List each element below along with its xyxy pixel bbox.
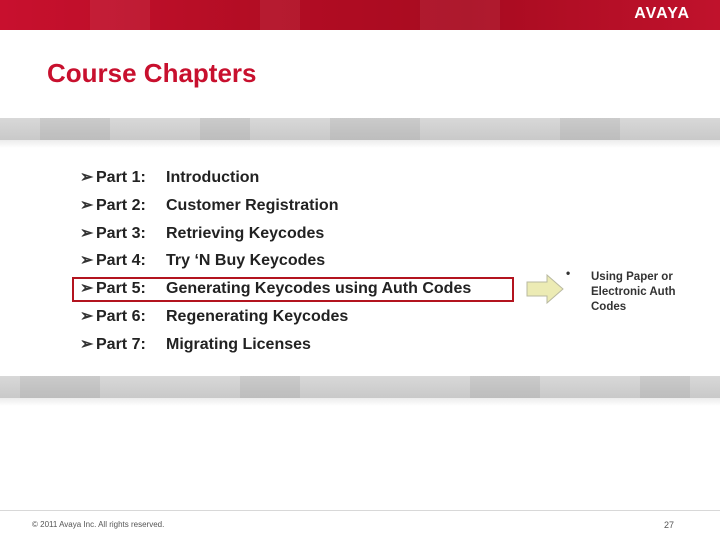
arrow-bullet-icon: ➢: [80, 169, 94, 186]
arrow-bullet-icon: ➢: [80, 224, 94, 242]
band-block: [560, 118, 620, 140]
arrow-bullet-icon: ➢: [80, 335, 94, 353]
right-arrow-icon: [526, 274, 564, 304]
chapter-part: Part 5:: [96, 280, 146, 298]
band-block: [20, 376, 100, 398]
band-block: [330, 118, 420, 140]
band-shadow: [0, 398, 720, 406]
band-block: [40, 118, 110, 140]
chapter-name: Migrating Licenses: [166, 335, 311, 353]
arrow-bullet-icon: ➢: [80, 252, 94, 270]
chapter-name: Introduction: [166, 169, 260, 186]
decorative-band-top: [0, 118, 720, 140]
arrow-bullet-icon: ➢: [80, 307, 94, 325]
footer-divider: [0, 510, 720, 511]
side-note-text: Using Paper or Electronic Auth Codes: [591, 271, 676, 313]
top-banner: [0, 0, 720, 30]
bullet-dot: •: [566, 266, 571, 280]
band-block: [470, 376, 540, 398]
chapter-part: Part 2:: [96, 196, 146, 214]
arrow-bullet-icon: ➢: [80, 280, 94, 298]
banner-stripe: [90, 0, 150, 30]
chapter-part: Part 1:: [96, 169, 146, 186]
current-chapter-highlight: [72, 277, 514, 302]
banner-stripe: [420, 0, 500, 30]
avaya-logo: AVAYA: [634, 5, 690, 22]
chapter-part: Part 7:: [96, 335, 146, 353]
page-number: 27: [664, 520, 675, 530]
chapter-name: Try ‘N Buy Keycodes: [166, 252, 326, 270]
chapter-name: Generating Keycodes using Auth Codes: [166, 280, 472, 298]
chapter-name: Retrieving Keycodes: [166, 224, 325, 242]
band-shadow: [0, 140, 720, 148]
arrow-bullet-icon: ➢: [80, 196, 94, 214]
chapter-part: Part 4:: [96, 252, 146, 270]
decorative-band-bottom: [0, 376, 720, 398]
chapter-part: Part 6:: [96, 307, 146, 325]
band-block: [240, 376, 300, 398]
banner-stripe: [260, 0, 300, 30]
chapter-name: Customer Registration: [166, 196, 339, 214]
page-title: Course Chapters: [47, 58, 257, 88]
band-block: [640, 376, 690, 398]
chapter-name: Regenerating Keycodes: [166, 307, 349, 325]
band-block: [200, 118, 250, 140]
copyright-text: © 2011 Avaya Inc. All rights reserved.: [32, 520, 165, 529]
chapter-part: Part 3:: [96, 224, 146, 242]
